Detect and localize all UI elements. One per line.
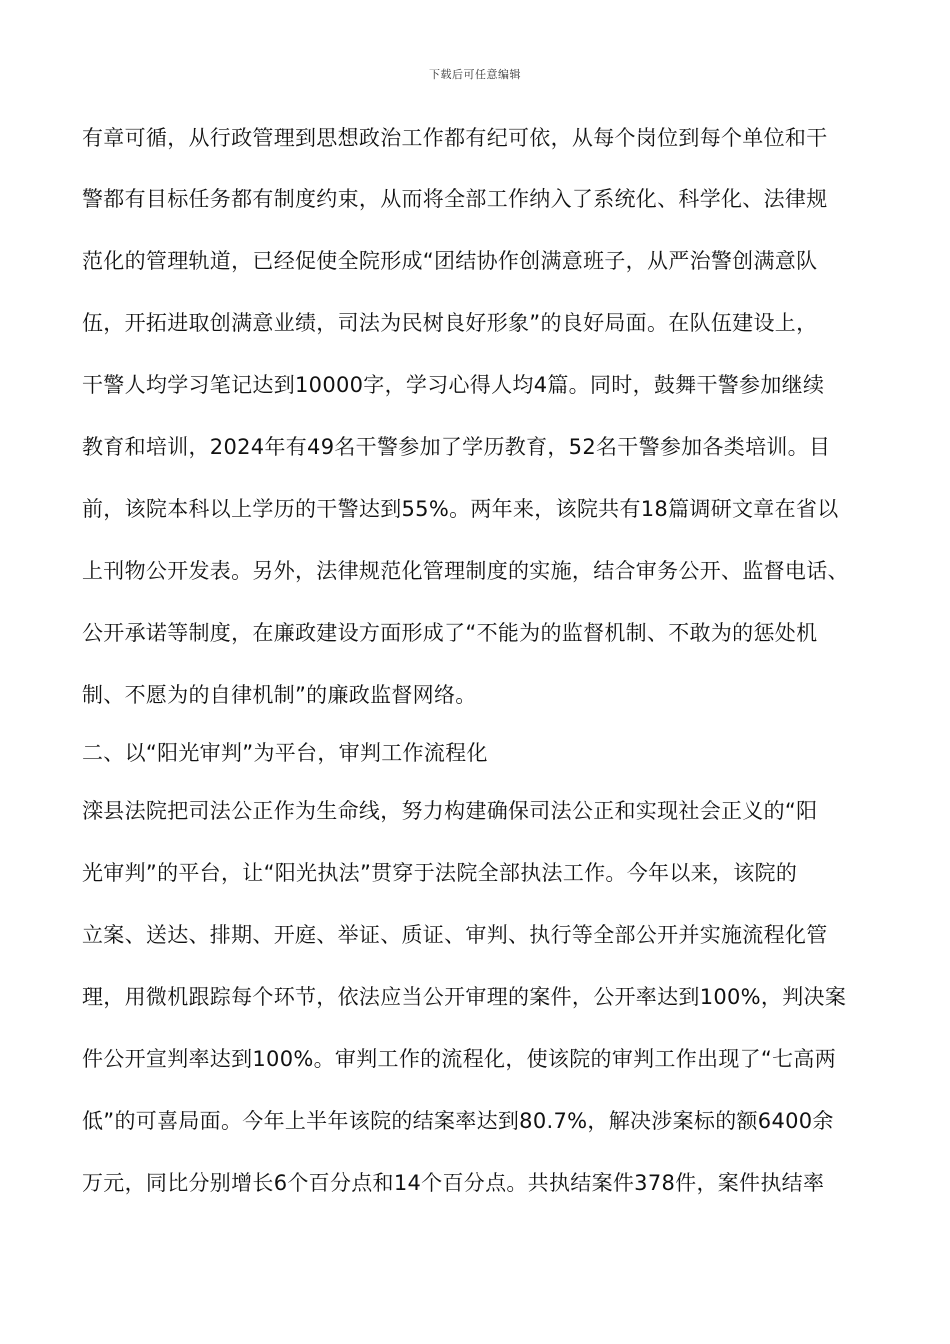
body-line-2: 警都有目标任务都有制度约束，从而将全部工作纳入了系统化、科学化、法律规 [82, 187, 828, 211]
section-heading: 二、以“阳光审判”为平台，审判工作流程化 [82, 741, 488, 765]
body-line-15: 件公开宣判率达到100%。审判工作的流程化，使该院的审判工作出现了“七高两 [82, 1047, 837, 1071]
body-line-3: 范化的管理轨道，已经促使全院形成“团结协作创满意班子，从严治警创满意队 [82, 249, 818, 273]
body-line-10: 制、不愿为的自律机制”的廉政监督网络。 [82, 683, 477, 707]
page-header: 下载后可任意编辑 [429, 68, 521, 81]
body-line-8: 上刊物公开发表。另外，法律规范化管理制度的实施，结合审务公开、监督电话、 [82, 559, 849, 583]
body-line-7: 前，该院本科以上学历的干警达到55%。两年来，该院共有18篇调研文章在省以 [82, 497, 839, 521]
body-line-12: 光审判”的平台，让“阳光执法”贯穿于法院全部执法工作。今年以来，该院的 [82, 861, 798, 885]
body-line-13: 立案、送达、排期、开庭、举证、质证、审判、执行等全部公开并实施流程化管 [82, 923, 828, 947]
body-line-4: 伍，开拓进取创满意业绩，司法为民树良好形象”的良好局面。在队伍建设上， [82, 311, 818, 335]
body-line-16: 低”的可喜局面。今年上半年该院的结案率达到80.7%，解决涉案标的额6400余 [82, 1109, 834, 1133]
body-line-17: 万元，同比分别增长6个百分点和14个百分点。共执结案件378件，案件执结率 [82, 1171, 825, 1195]
body-line-14: 理，用微机跟踪每个环节，依法应当公开审理的案件，公开率达到100%，判决案 [82, 985, 847, 1009]
body-line-6: 教育和培训，2024年有49名干警参加了学历教育，52名干警参加各类培训。目 [82, 435, 831, 459]
body-line-5: 干警人均学习笔记达到10000字，学习心得人均4篇。同时，鼓舞干警参加继续 [82, 373, 825, 397]
body-line-9: 公开承诺等制度，在廉政建设方面形成了“不能为的监督机制、不敢为的惩处机 [82, 621, 818, 645]
body-line-11: 滦县法院把司法公正作为生命线，努力构建确保司法公正和实现社会正义的“阳 [82, 799, 818, 823]
body-line-1: 有章可循，从行政管理到思想政治工作都有纪可依，从每个岗位到每个单位和干 [82, 126, 828, 150]
